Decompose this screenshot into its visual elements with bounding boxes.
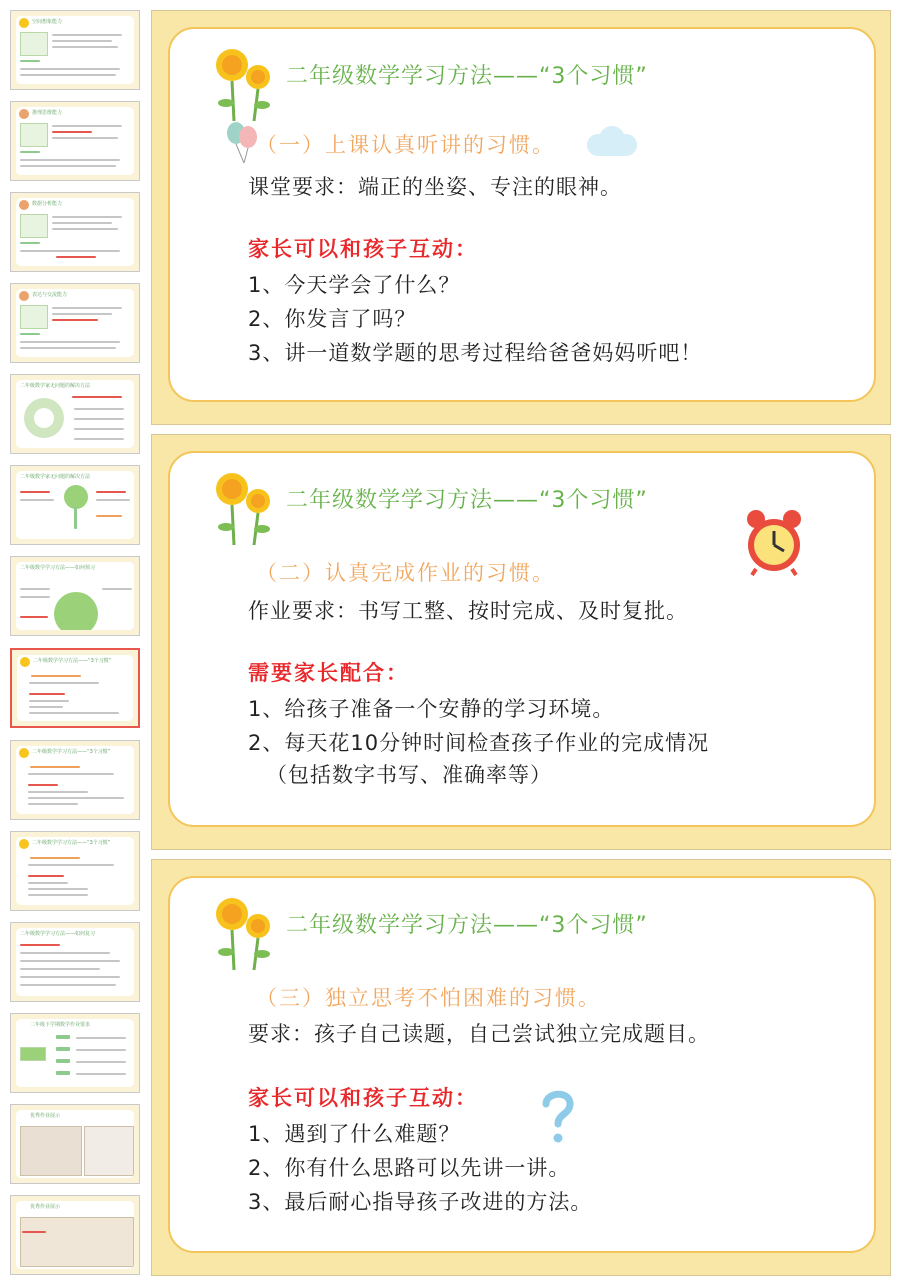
thumbnail-7[interactable] bbox=[10, 556, 140, 636]
slide-card bbox=[168, 27, 876, 402]
thumbnail-title: 空间想象能力 bbox=[32, 19, 63, 25]
thumbnail-8[interactable] bbox=[10, 648, 140, 728]
list-item: 2、你发言了吗？ bbox=[248, 307, 417, 331]
sunflower-icon bbox=[19, 839, 29, 849]
section-heading: （二）认真完成作业的习惯。 bbox=[256, 561, 555, 585]
child-icon bbox=[19, 200, 29, 210]
tree-icon bbox=[64, 485, 88, 509]
thumbnail-title: 二年级数学学习方法——“3个习惯” bbox=[32, 840, 111, 846]
list-item: 3、讲一道数学题的思考过程给爸爸妈妈听吧！ bbox=[248, 341, 703, 365]
thumbnail-2[interactable] bbox=[10, 101, 140, 181]
thumbnail-title: 二年级数学学习方法——“3个习惯” bbox=[33, 658, 112, 664]
thumbnail-title: 二年级下学期数学作业要求 bbox=[30, 1022, 91, 1028]
list-item: （包括数字书写、准确率等） bbox=[266, 763, 552, 787]
alarm-clock-icon bbox=[742, 507, 806, 577]
parent-heading: 家长可以和孩子互动： bbox=[248, 237, 478, 261]
slide-card bbox=[168, 451, 876, 827]
requirement-text: 课堂要求：端正的坐姿、专注的眼神。 bbox=[248, 175, 622, 199]
thumbnail-9[interactable] bbox=[10, 740, 140, 820]
homework-photo bbox=[84, 1126, 134, 1176]
semicircle-diagram-icon bbox=[54, 592, 98, 630]
thumbnail-10[interactable] bbox=[10, 831, 140, 911]
parent-heading: 家长可以和孩子互动： bbox=[248, 1086, 478, 1110]
homework-photo bbox=[20, 1126, 82, 1176]
sunflower-icon bbox=[210, 43, 290, 123]
slide-habit-2[interactable] bbox=[151, 434, 891, 850]
list-item: 1、遇到了什么难题？ bbox=[248, 1122, 461, 1146]
slide-title: 二年级数学学习方法——“3个习惯” bbox=[286, 913, 648, 938]
thumbnail-14[interactable] bbox=[10, 1195, 140, 1275]
thumbnail-title: 优秀作业展示 bbox=[30, 1204, 61, 1210]
list-item: 1、给孩子准备一个安静的学习环境。 bbox=[248, 697, 615, 721]
thumbnail-title: 数据分析能力 bbox=[32, 201, 63, 207]
thumbnail-title: 二年级数学家无问题的解决方法 bbox=[20, 383, 91, 389]
thumbnail-11[interactable] bbox=[10, 922, 140, 1002]
homework-photo bbox=[20, 1217, 134, 1267]
section-heading: （三）独立思考不怕困难的习惯。 bbox=[256, 986, 601, 1010]
cloud-icon bbox=[580, 125, 642, 159]
slide-card bbox=[168, 876, 876, 1253]
requirement-text: 作业要求：书写工整、按时完成、及时复批。 bbox=[248, 599, 688, 623]
thumbnail-title: 表达与交流能力 bbox=[32, 292, 68, 298]
question-mark-icon bbox=[538, 1088, 578, 1144]
thumbnail-3[interactable] bbox=[10, 192, 140, 272]
thumbnail-title: 二年级数学家无问题的解决方法 bbox=[20, 474, 91, 480]
sunflower-icon bbox=[19, 748, 29, 758]
section-heading: （一）上课认真听讲的习惯。 bbox=[256, 133, 555, 157]
child-icon bbox=[19, 109, 29, 119]
list-item: 3、最后耐心指导孩子改进的方法。 bbox=[248, 1190, 593, 1214]
thumbnail-6[interactable] bbox=[10, 465, 140, 545]
requirement-text: 要求：孩子自己读题，自己尝试独立完成题目。 bbox=[248, 1022, 710, 1046]
sunflower-icon bbox=[210, 892, 290, 972]
thumbnail-title: 推理思维能力 bbox=[32, 110, 63, 116]
thumbnail-title: 二年级数学学习方法——如何复习 bbox=[20, 931, 96, 937]
slide-title: 二年级数学学习方法——“3个习惯” bbox=[286, 64, 648, 89]
slide-habit-3[interactable] bbox=[151, 859, 891, 1276]
slide-habit-1[interactable] bbox=[151, 10, 891, 425]
list-item: 2、你有什么思路可以先讲一讲。 bbox=[248, 1156, 571, 1180]
parent-heading: 需要家长配合： bbox=[248, 661, 409, 685]
thumbnail-title: 优秀作业展示 bbox=[30, 1113, 61, 1119]
thumbnail-5[interactable] bbox=[10, 374, 140, 454]
thumbnail-13[interactable] bbox=[10, 1104, 140, 1184]
slide-title: 二年级数学学习方法——“3个习惯” bbox=[286, 488, 648, 513]
thumbnail-title: 二年级数学学习方法——“3个习惯” bbox=[32, 749, 111, 755]
thumbnail-1[interactable] bbox=[10, 10, 140, 90]
child-icon bbox=[19, 291, 29, 301]
list-item: 1、今天学会了什么？ bbox=[248, 273, 461, 297]
list-item: 2、每天花10分钟时间检查孩子作业的完成情况 bbox=[248, 731, 710, 755]
thumbnail-4[interactable] bbox=[10, 283, 140, 363]
thumbnail-title: 二年级数学学习方法——如何预习 bbox=[20, 565, 96, 571]
slide-thumbnail-panel bbox=[0, 0, 150, 1286]
pinwheel-icon bbox=[19, 18, 29, 28]
sunflower-icon bbox=[210, 467, 290, 547]
sunflower-icon bbox=[20, 657, 30, 667]
thumbnail-12[interactable] bbox=[10, 1013, 140, 1093]
